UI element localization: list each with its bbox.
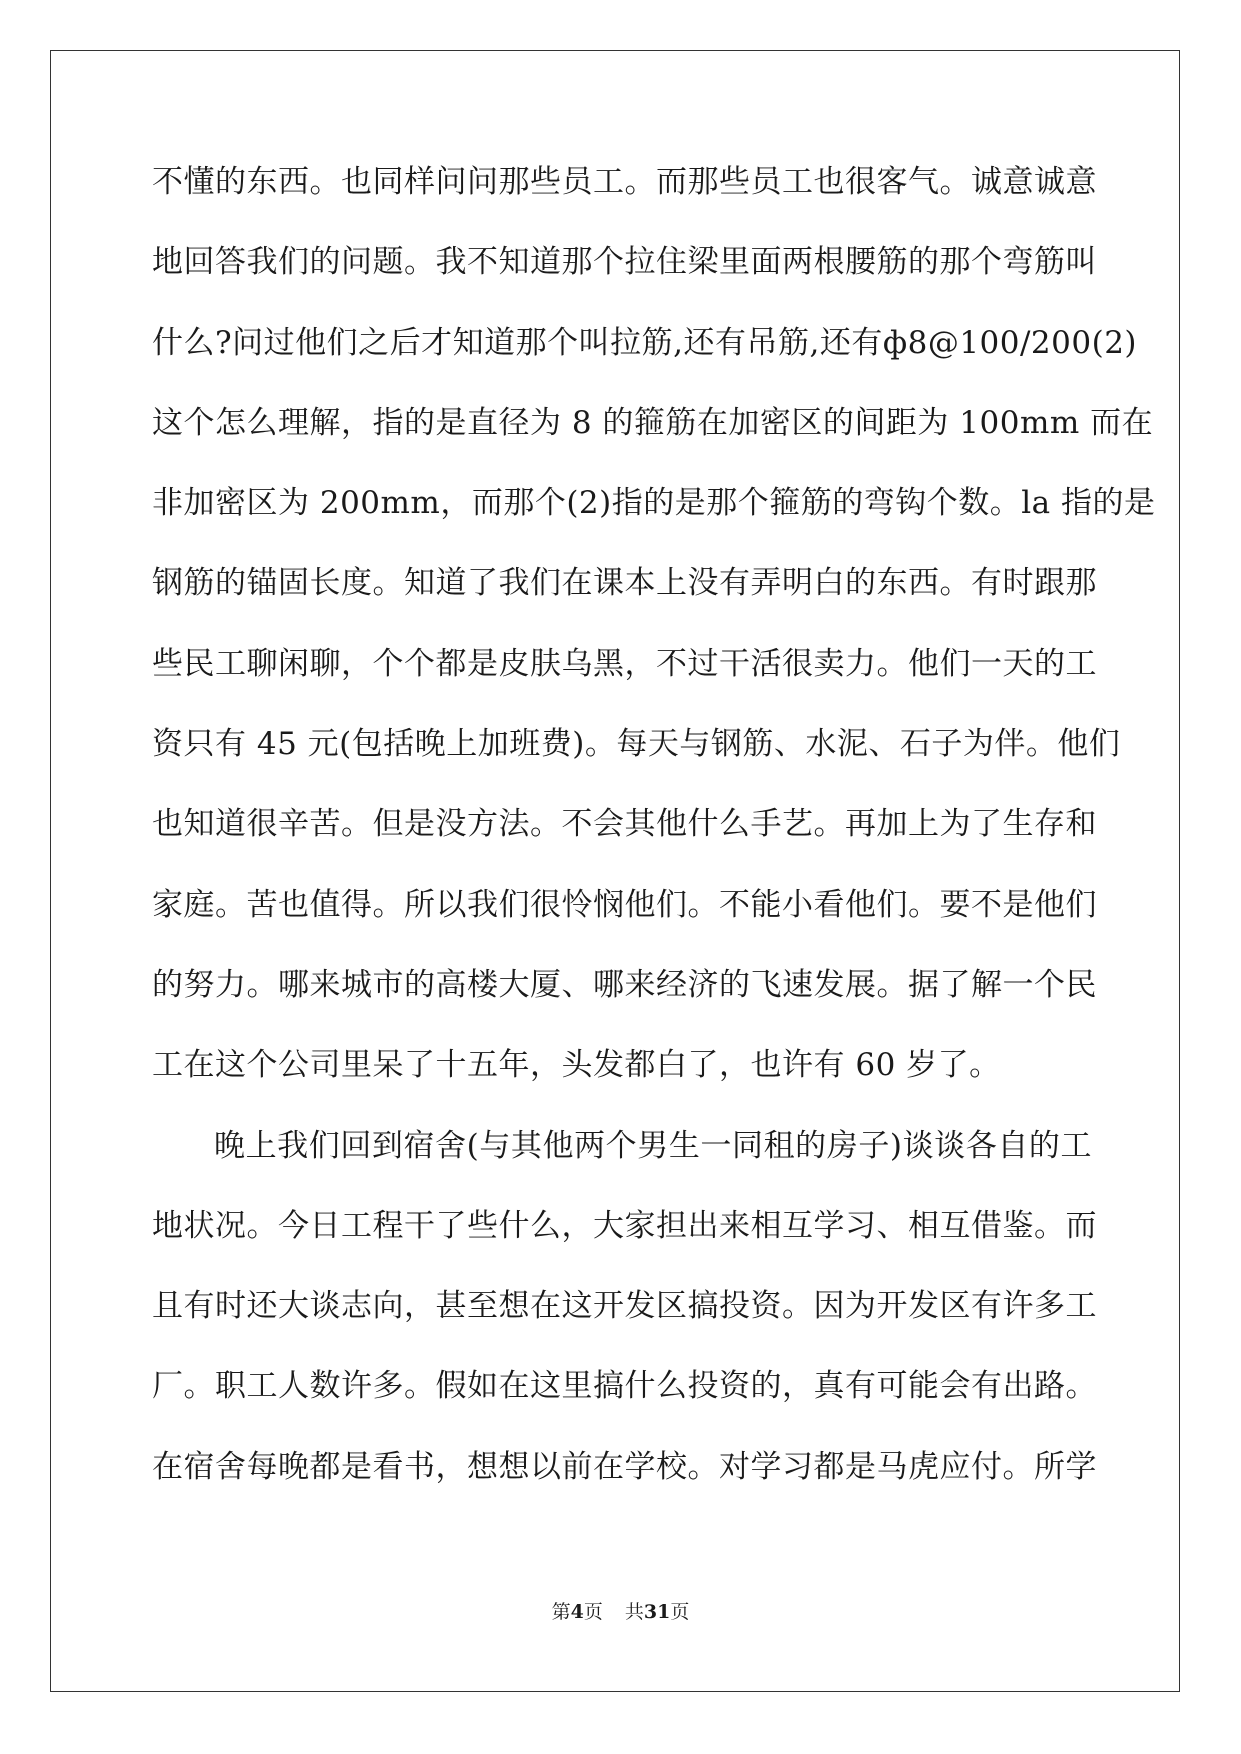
total-prefix: 共 — [624, 1601, 644, 1623]
text-line: 地回答我们的问题。我不知道那个拉住梁里面两根腰筋的那个弯筋叫 — [152, 244, 1097, 281]
text-line: 厂。职工人数许多。假如在这里搞什么投资的，真有可能会有出路。 — [152, 1368, 1097, 1405]
text-line: 资只有 45 元(包括晚上加班费)。每天与钢筋、水泥、石子为伴。他们 — [152, 726, 1121, 763]
text-line: 工在这个公司里呆了十五年，头发都白了，也许有 60 岁了。 — [152, 1047, 1001, 1084]
text-line: 在宿舍每晚都是看书，想想以前在学校。对学习都是马虎应付。所学 — [152, 1448, 1097, 1485]
total-page-count: 31 — [643, 1601, 671, 1623]
text-line: 非加密区为 200mm，而那个(2)指的是那个箍筋的弯钩个数。la 指的是 — [152, 485, 1156, 522]
text-line: 些民工聊闲聊，个个都是皮肤乌黑，不过干活很卖力。他们一天的工 — [152, 645, 1097, 682]
text-line: 不懂的东西。也同样问问那些员工。而那些员工也很客气。诚意诚意 — [152, 164, 1097, 200]
paragraph-start-line: 晚上我们回到宿舍(与其他两个男生一同租的房子)谈谈各自的工 — [214, 1127, 1092, 1164]
text-line: 家庭。苦也值得。所以我们很怜悯他们。不能小看他们。要不是他们 — [152, 886, 1097, 923]
page-footer — [0, 1600, 1241, 1624]
current-page-number: 4 — [570, 1601, 584, 1623]
text-line: 且有时还大谈志向，甚至想在这开发区搞投资。因为开发区有许多工 — [152, 1288, 1097, 1325]
page-prefix: 第 — [551, 1601, 571, 1623]
text-line: 这个怎么理解，指的是直径为 8 的箍筋在加密区的间距为 100mm 而在 — [152, 404, 1154, 441]
total-suffix: 页 — [670, 1601, 690, 1623]
text-line: 的努力。哪来城市的高楼大厦、哪来经济的飞速发展。据了解一个民 — [152, 966, 1097, 1003]
body-text — [152, 162, 1156, 1527]
text-line: 什么?问过他们之后才知道那个叫拉筋,还有吊筋,还有ф8@100/200(2) — [152, 324, 1138, 361]
text-line: 钢筋的锚固长度。知道了我们在课本上没有弄明白的东西。有时跟那 — [152, 565, 1097, 602]
text-line: 也知道很辛苦。但是没方法。不会其他什么手艺。再加上为了生存和 — [152, 806, 1097, 843]
text-line: 地状况。今日工程干了些什么，大家担出来相互学习、相互借鉴。而 — [152, 1207, 1097, 1244]
page-suffix: 页 — [583, 1601, 603, 1623]
